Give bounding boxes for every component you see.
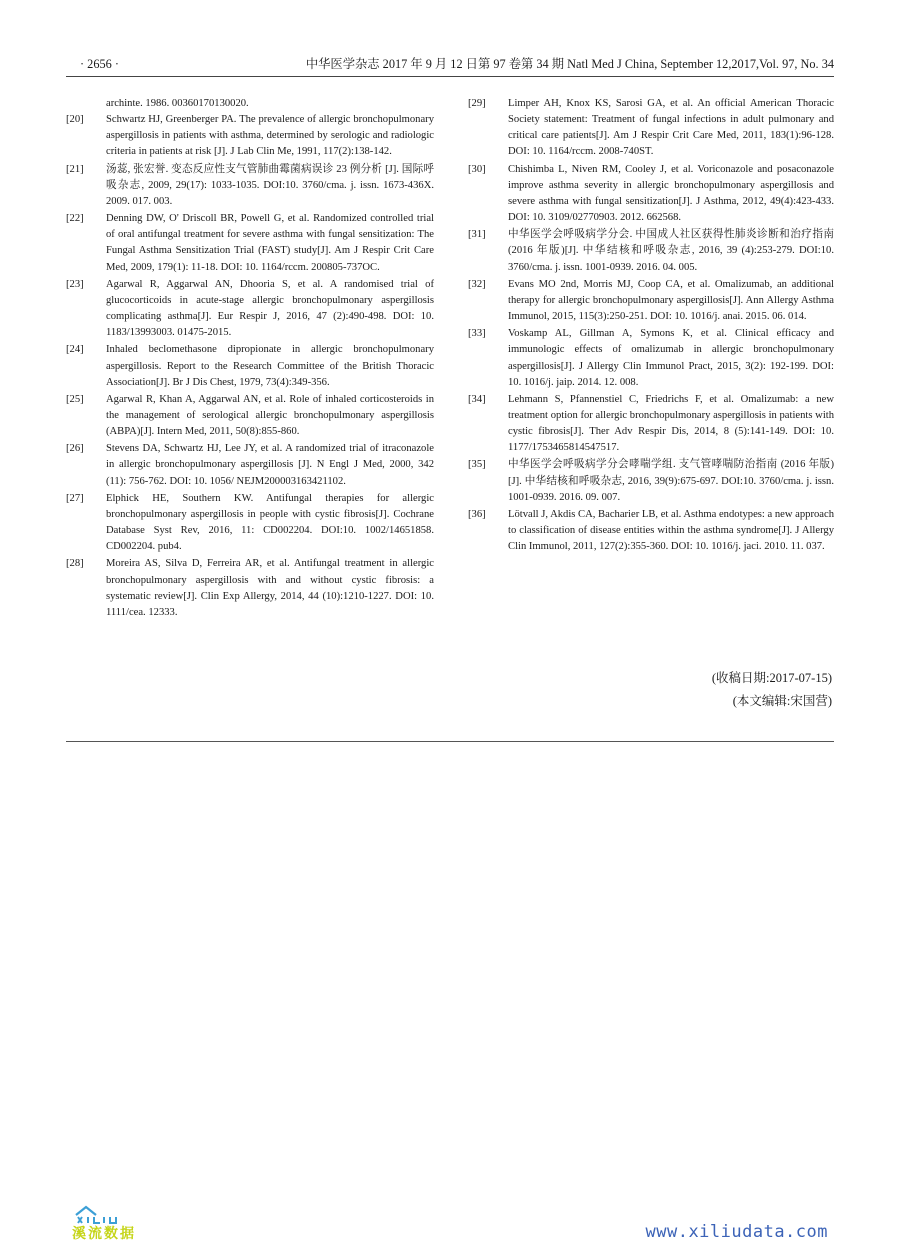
reference-entry: [66, 112, 434, 160]
footer-divider: [66, 741, 834, 742]
reference-number: [36]: [468, 508, 486, 520]
reference-continuation: archinte. 1986. 00360170130020.: [106, 98, 249, 109]
reference-number: [20]: [66, 114, 84, 126]
reference-text: Lehmann S, Pfannenstiel C, Friedrichs F, et al. Omalizumab: a new treatment option for allergic bronchopulmonary aspergillosis in patients with cystic fibrosis[J]. Ther Adv Respir Dis, 2014, 8 (5):141-149. DOI: 10. 1177/1753465814547517.: [508, 393, 834, 454]
reference-text: Agarwal R, Aggarwal AN, Dhooria S, et al. A randomised trial of glucocorticoids in acute-stage allergic bronchopulmonary aspergillosis complicating asthma[J]. Eur Respir J, 2016, 47 (2):490-498. DOI: 10. 1183/13993003. 01475-2015.: [106, 278, 434, 339]
reference-entry: [66, 211, 434, 276]
reference-number: [31]: [468, 229, 486, 241]
reference-text: Agarwal R, Khan A, Aggarwal AN, et al. Role of inhaled corticosteroids in the management of serological allergic bronchopulmonary aspergillosis (ABPA)[J]. Intern Med, 2011, 50(8):855-860.: [106, 393, 434, 438]
reference-text: Lötvall J, Akdis CA, Bacharier LB, et al. Asthma endotypes: a new approach to classification of disease entities within the asthma syndrome[J]. J Allergy Clin Immunol, 2011, 127(2):355-360. DOI: 10. 1016/j. jaci. 2010. 11. 037.: [508, 508, 834, 553]
reference-text: Voskamp AL, Gillman A, Symons K, et al. Clinical efficacy and immunologic effects of omalizumab in allergic bronchopulmonary aspergillosis[J]. J Allergy Clin Immunol Pract, 2015, 3(2): 192-199. DOI: 10. 1016/j. jaip. 2014. 12. 008.: [508, 328, 834, 388]
reference-entry: [66, 556, 434, 621]
reference-number: [29]: [468, 98, 486, 109]
reference-text: 汤蕊, 张宏誉. 变态反应性支气管肺曲霉菌病误诊 23 例分析 [J]. 国际呼吸杂志, 2009, 29(17): 1033-1035. DOI:10. 3760/cma. j. issn. 1673-436X. 2009. 017. 003.: [106, 163, 434, 207]
reference-text: Limper AH, Knox KS, Sarosi GA, et al. An official American Thoracic Society statement: Treatment of fungal infections in adult pulmonary and critical care patients[J]. Am J Respir Crit Care Med, 2011, 183(1):96-128. DOI: 10. 1164/rccm. 2008-740ST.: [508, 98, 834, 158]
reference-text: Elphick HE, Southern KW. Antifungal therapies for allergic bronchopulmonary aspergillosis in people with cystic fibrosis[J]. Cochrane Database Syst Rev, 2016, 11: CD002204. DOI:10. 1002/14651858. CD002204. pub4.: [106, 492, 434, 553]
reference-text: 中华医学会呼吸病学分会. 中国成人社区获得性肺炎诊断和治疗指南(2016 年版)[J]. 中华结核和呼吸杂志, 2016, 39 (4):253-279. DOI:10. 3760/cma. j. issn. 1001-0939. 2016. 04. 005.: [508, 229, 834, 273]
reference-number: [35]: [468, 459, 486, 471]
reference-entry: [468, 96, 834, 161]
running-header: [66, 55, 834, 73]
left-reference-list: [66, 112, 434, 621]
reference-entry: [468, 326, 834, 391]
logo-text: 溪流数据: [72, 1226, 136, 1242]
reference-entry: [468, 162, 834, 227]
reference-entry: [66, 162, 434, 210]
reference-entry: [66, 277, 434, 342]
reference-number: [33]: [468, 328, 486, 340]
reference-number: [32]: [468, 278, 486, 290]
reference-number: [22]: [66, 213, 84, 225]
reference-number: [21]: [66, 163, 84, 175]
reference-entry: [66, 342, 434, 390]
reference-entry: [468, 507, 834, 555]
website-link[interactable]: www.xiliudata.com: [645, 1222, 828, 1242]
reference-number: [34]: [468, 393, 486, 405]
reference-text: Evans MO 2nd, Morris MJ, Coop CA, et al. Omalizumab, an additional therapy for allergic bronchopulmonary aspergillosis[J]. Ann Allergy Asthma Immunol, 2015, 115(3):250-251. DOI: 10. 1016/j. anai. 2015. 06. 014.: [508, 278, 834, 323]
left-reference-column: [66, 96, 434, 622]
reference-entry: [468, 227, 834, 275]
reference-text: 中华医学会呼吸病学分会哮喘学组. 支气管哮喘防治指南 (2016 年版)[J]. 中华结核和呼吸杂志, 2016, 39(9):675-697. DOI:10. 3760/cma. j. issn. 1001-0939. 2016. 09. 007.: [508, 459, 834, 503]
reference-entry: [66, 491, 434, 556]
reference-text: Moreira AS, Silva D, Ferreira AR, et al. Antifungal treatment in allergic bronchopulmonary aspergillosis with and without cystic fibrosis: a systematic review[J]. Clin Exp Allergy, 2014, 44 (10):1210-1227. DOI: 10. 1111/cea. 12333.: [106, 558, 434, 618]
reference-entry: [468, 277, 834, 325]
journal-citation-line: 中华医学杂志 2017 年 9 月 12 日第 97 卷第 34 期 Natl Med J China, September 12,2017,Vol. 97, No. 34: [305, 57, 834, 71]
reference-number: [30]: [468, 163, 486, 175]
reference-entry: [66, 392, 434, 440]
reference-entry: [468, 392, 834, 457]
page-number: · 2656 ·: [80, 57, 119, 71]
reference-number: [26]: [66, 443, 84, 455]
reference-entry: [66, 441, 434, 489]
reference-number: [28]: [66, 558, 84, 570]
reference-text: Denning DW, O' Driscoll BR, Powell G, et al. Randomized controlled trial of oral antifungal treatment for severe asthma with fungal sensitization: The Fungal Asthma Sensitization Trial (FAST) study[J]. Am J Respir Crit Care Med, 2009, 179(1): 11-18. DOI: 10. 1164/rccm. 200805-737OC.: [106, 213, 434, 273]
reference-number: [23]: [66, 278, 84, 290]
reference-text: Inhaled beclomethasone dipropionate in allergic bronchopulmonary aspergillosis. Report to the Research Committee of the British Thoracic Association[J]. Br J Dis Chest, 1979, 73(4):349-356.: [106, 344, 434, 388]
reference-text: Chishimba L, Niven RM, Cooley J, et al. Voriconazole and posaconazole improve asthma severity in allergic bronchopulmonary aspergillosis and severe asthma with fungal sensitization[J]. J Asthma, 2012, 49(4):423-433. DOI: 10. 3109/02770903. 2012. 662568.: [508, 163, 834, 224]
reference-number: [24]: [66, 344, 84, 356]
reference-number: [27]: [66, 492, 84, 504]
reference-text: Schwartz HJ, Greenberger PA. The prevalence of allergic bronchopulmonary aspergillosis in patients with asthma, determined by serologic and radiologic criteria in patients at risk [J]. J Lab Clin Me, 1991, 117(2):138-142.: [106, 114, 434, 158]
article-footnote: [712, 667, 832, 713]
editor-credit: (本文编辑:宋国营): [732, 694, 832, 708]
right-reference-column: [468, 96, 834, 556]
reference-number: [25]: [66, 393, 84, 405]
received-date: (收稿日期:2017-07-15): [711, 671, 832, 685]
right-reference-list: [468, 96, 834, 555]
reference-entry: [468, 457, 834, 505]
header-divider: [66, 76, 834, 77]
reference-text: Stevens DA, Schwartz HJ, Lee JY, et al. A randomized trial of itraconazole in allergic bronchopulmonary aspergillosis [J]. N Engl J Med, 2000, 342 (11): 756-762. DOI: 10. 1056/ NEJM200003163421102.: [106, 443, 434, 487]
